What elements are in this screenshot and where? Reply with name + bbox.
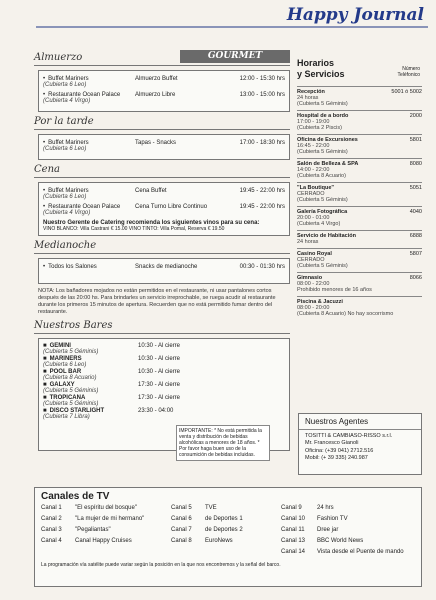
meal-type: Cena Turno Libre Continuo — [135, 204, 208, 210]
service-hours: 08:00 - 20:00 — [297, 305, 330, 311]
venue-deck: (Cubierta 6 Leo) — [43, 146, 87, 152]
channel-name: "La mujer de mi hermano" — [75, 516, 145, 522]
service-name: "La Boutique" — [297, 185, 334, 191]
bar-name: GEMINI — [49, 342, 71, 349]
service-hours: 16:45 - 22:00 — [297, 143, 330, 149]
channel-number: Canal 7 — [171, 527, 192, 533]
venue-name: Buffet Mariners — [48, 76, 89, 82]
service-phone: 8080 — [409, 161, 422, 167]
channel-name: Canal Happy Cruises — [75, 538, 132, 544]
channel-number: Canal 4 — [41, 538, 62, 544]
channel-name: BBC World News — [317, 538, 364, 544]
bar-name: MARINERS — [49, 355, 82, 362]
list-item: ■ DISCO STARLIGHT (Cubierta 7 Libra) 23:30 - 04:00 — [43, 407, 174, 420]
restaurant-note: NOTA: Los bañadores mojados no están permitidos en el restaurante, ni usar pantalones cortos después de las 20:00 hs. Para brindarles un servicio irreprochable, se ruega acudir al restaurante durante los primeros 15 minutos de apertura. Recuerden que no está permitido fumar dentro del restaurante. — [38, 288, 276, 315]
channel-number: Canal 2 — [41, 516, 62, 522]
service-phone: 2000 — [409, 113, 422, 119]
service-location: (Cubierta 8 Acuario) — [297, 173, 346, 179]
list-item: • Buffet Mariners (Cubierta 6 Leo) Tapas - Snacks 17:00 - 18:30 hrs — [43, 140, 285, 152]
meal-type: Snacks de medianoche — [135, 264, 198, 270]
almuerzo-box — [38, 70, 290, 112]
service-phone: 5051 — [409, 185, 422, 191]
meal-type: Tapas - Snacks — [135, 140, 177, 146]
venue-name: Restaurante Ocean Palace — [48, 204, 121, 210]
medianoche-box — [38, 258, 290, 284]
venue-deck: (Cubierta 4 Virgo) — [43, 210, 91, 216]
agent-company: TOSITTI & CAMBIASO-RISSO s.r.l. — [305, 433, 393, 439]
channel-number: Canal 13 — [281, 538, 306, 544]
channel-number: Canal 6 — [171, 516, 192, 522]
service-location: Prohibido menores de 16 años — [297, 287, 372, 293]
dining-column — [34, 52, 290, 455]
tv-footnote: La programación vía satélite puede variar según la posición en la que nos encontremos y la señal del barco. — [41, 562, 281, 568]
list-item: ■ GALAXY (Cubierta 5 Géminis) 17:30 - Al cierre — [43, 381, 181, 394]
top-divider — [36, 26, 428, 28]
list-item — [297, 230, 422, 248]
section-title-cena: Cena — [34, 164, 290, 178]
tv-grid — [35, 505, 421, 560]
channel-number: Canal 1 — [41, 505, 62, 511]
list-item — [171, 505, 281, 516]
service-location: (Cubierta 2 Piscis) — [297, 125, 342, 131]
service-name: Gimnasio — [297, 275, 323, 281]
list-item — [297, 296, 422, 320]
bar-hours: 17:30 - Al cierre — [138, 394, 181, 401]
venue-deck: (Cubierta 4 Virgo) — [43, 98, 91, 104]
tv-column — [281, 505, 404, 560]
service-location: (Cubierta 4 Virgo) — [297, 221, 341, 227]
service-hours: 17:00 - 19:00 — [297, 119, 330, 125]
service-hours: 08:00 - 22:00 — [297, 281, 330, 287]
service-phone: 4040 — [409, 209, 422, 215]
tv-channels-box — [34, 487, 422, 587]
bar-hours: 10:30 - Al cierre — [138, 342, 181, 349]
meal-hours: 12:00 - 15:30 hrs — [239, 76, 285, 82]
channel-name: Vista desde el Puente de mando — [317, 549, 404, 555]
venue-name: Buffet Mariners — [48, 188, 89, 194]
service-hours: 24 horas — [297, 239, 319, 245]
service-name: Casino Royal — [297, 251, 332, 257]
list-item — [171, 538, 281, 549]
services-title: Horarios — [297, 58, 335, 68]
venue-name: Todos los Salones — [48, 264, 97, 270]
bar-deck: (Cubierta 5 Géminis) — [43, 400, 99, 407]
agents-box — [298, 413, 422, 475]
list-item — [41, 505, 171, 516]
channel-number: Canal 11 — [281, 527, 305, 533]
channel-number: Canal 14 — [281, 549, 306, 555]
channel-number: Canal 5 — [171, 505, 192, 511]
channel-number: Canal 3 — [41, 527, 62, 533]
list-item: • Restaurante Ocean Palace (Cubierta 4 Virgo) Almuerzo Libre 13:00 - 15:00 hrs — [43, 92, 285, 104]
meal-hours: 17:00 - 18:30 hrs — [239, 140, 285, 146]
service-hours: 14:00 - 22:00 — [297, 167, 330, 173]
list-item: • Restaurante Ocean Palace (Cubierta 4 Virgo) Cena Turno Libre Continuo 19:45 - 22:00 hrs — [43, 204, 285, 216]
channel-name: TVE — [205, 505, 217, 511]
list-item — [281, 527, 404, 538]
list-item: ■ TROPICANA (Cubierta 5 Géminis) 17:30 - Al cierre — [43, 394, 181, 407]
service-hours: 20:00 - 01:00 — [297, 215, 330, 221]
channel-name: "Pegaliantas" — [75, 527, 111, 533]
list-item: • Buffet Mariners (Cubierta 6 Leo) Cena Buffet 19:45 - 22:00 hrs — [43, 188, 285, 200]
bar-name: TROPICANA — [49, 394, 86, 401]
list-item — [171, 527, 281, 538]
list-item — [281, 549, 404, 560]
channel-name: de Deportes 2 — [205, 527, 243, 533]
tv-title: Canales de TV — [41, 491, 110, 502]
bar-hours: 17:30 - Al cierre — [138, 381, 181, 388]
bar-name: DISCO STARLIGHT — [49, 407, 105, 414]
meal-hours: 13:00 - 15:00 hrs — [239, 92, 285, 98]
phone-header: Número Teléfonico — [397, 66, 420, 78]
bar-hours: 23:30 - 04:00 — [138, 407, 174, 414]
meal-type: Almuerzo Libre — [135, 92, 176, 98]
list-item — [297, 248, 422, 272]
list-item — [281, 516, 404, 527]
list-item: ■ MARINERS (Cubierta 6 Leo) 10:30 - Al cierre — [43, 355, 181, 368]
list-item — [297, 158, 422, 182]
section-title-tarde: Por la tarde — [34, 116, 290, 130]
bar-deck: (Cubierta 5 Géminis) — [43, 387, 99, 394]
bar-name: GALAXY — [49, 381, 75, 388]
meal-hours: 19:45 - 22:00 hrs — [239, 188, 285, 194]
list-item: ■ GEMINI (Cubierta 5 Géminis) 10:30 - Al cierre — [43, 342, 181, 355]
list-item — [41, 527, 171, 538]
service-location: (Cubierta 5 Géminis) — [297, 101, 348, 107]
list-item — [281, 538, 404, 549]
agent-name: Mr. Francesco Gianoli — [305, 440, 359, 447]
service-phone: 5001 ó 5002 — [391, 89, 422, 95]
service-name: Oficina de Excursiones — [297, 137, 358, 143]
bar-deck: (Cubierta 8 Acuario) — [43, 374, 97, 381]
list-item: • Todos los Salones Snacks de medianoche 00:30 - 01:30 hrs — [43, 264, 285, 270]
channel-name: 24 hrs — [317, 505, 334, 511]
list-item — [297, 272, 422, 296]
gourmet-banner: GOURMET — [180, 50, 290, 63]
bar-hours: 10:30 - Al cierre — [138, 368, 181, 375]
section-title-bares: Nuestros Bares — [34, 320, 290, 334]
tarde-box — [38, 134, 290, 160]
tv-column — [41, 505, 171, 560]
list-item — [297, 134, 422, 158]
brand-logo: Happy Journal — [286, 5, 424, 25]
venue-deck: (Cubierta 6 Leo) — [43, 194, 87, 200]
service-location: (Cubierta 5 Géminis) — [297, 263, 348, 269]
channel-number: Canal 9 — [281, 505, 302, 511]
channel-name: Fashion TV — [317, 516, 348, 522]
service-phone: 5801 — [409, 137, 422, 143]
service-hours: CERRADO — [297, 257, 325, 263]
section-title-medianoche: Medianoche — [34, 240, 290, 254]
venue-deck: (Cubierta 6 Leo) — [43, 82, 87, 88]
service-location: (Cubierta 5 Géminis) — [297, 197, 348, 203]
agents-title: Nuestros Agentes — [299, 414, 421, 430]
service-name: Galería Fotográfica — [297, 209, 348, 215]
list-item — [41, 538, 171, 549]
tv-column — [171, 505, 281, 560]
wine-list: VINO BLANCO: Villa Castrani € 15.00 VINO TINTO: Villa Pomal, Reserva € 19.50 — [43, 226, 225, 232]
almuerzo-label: Almuerzo — [34, 52, 83, 63]
channel-number: Canal 8 — [171, 538, 192, 544]
service-phone: 8066 — [409, 275, 422, 281]
list-item — [297, 206, 422, 230]
services-column — [297, 58, 422, 320]
meal-type: Cena Buffet — [135, 188, 167, 194]
cena-box — [38, 182, 290, 236]
service-name: Hospital de a bordo — [297, 113, 349, 119]
service-location: (Cubierta 5 Géminis) — [297, 149, 348, 155]
service-hours: CERRADO — [297, 191, 325, 197]
meal-type: Almuerzo Buffet — [135, 76, 178, 82]
wine-recommendation: Nuestro Gerente de Catering recomienda los siguientes vinos para su cena: — [43, 220, 260, 226]
list-item: • Buffet Mariners (Cubierta 6 Leo) Almuerzo Buffet 12:00 - 15:30 hrs — [43, 76, 285, 88]
bar-deck: (Cubierta 6 Leo) — [43, 361, 87, 368]
bar-name: POOL BAR — [49, 368, 82, 375]
channel-name: de Deportes 1 — [205, 516, 243, 522]
service-hours: 24 horas — [297, 95, 319, 101]
channel-name: "El espíritu del bosque" — [75, 505, 137, 511]
list-item — [297, 182, 422, 206]
service-phone: 6888 — [409, 233, 422, 239]
list-item — [281, 505, 404, 516]
bar-deck: (Cubierta 7 Libra) — [43, 413, 90, 420]
service-name: Servicio de Habitación — [297, 233, 356, 239]
meal-hours: 19:45 - 22:00 hrs — [239, 204, 285, 210]
channel-number: Canal 10 — [281, 516, 306, 522]
service-location: (Cubierta 8 Acuario) No hay socorrismo — [297, 311, 394, 317]
important-notice: IMPORTANTE: * No está permitida la venta y distribución de bebidas alcohólicas a menores de 18 años. * Por favor haga buen uso de la consumición de bebidas incluidas. — [176, 425, 270, 461]
bar-deck: (Cubierta 5 Géminis) — [43, 348, 99, 355]
service-name: Recepción — [297, 89, 325, 95]
list-item — [41, 516, 171, 527]
agent-mobile-phone: Mobil: (+ 39 335) 240.987 — [305, 455, 368, 462]
list-item — [297, 110, 422, 134]
service-name: Piscina & Jacuzzi — [297, 299, 343, 305]
list-item — [171, 516, 281, 527]
services-subtitle: y Servicios — [297, 69, 345, 79]
list-item: ■ POOL BAR (Cubierta 8 Acuario) 10:30 - Al cierre — [43, 368, 181, 381]
venue-name: Restaurante Ocean Palace — [48, 92, 121, 98]
channel-name: Dree jar — [317, 527, 339, 533]
list-item — [297, 86, 422, 110]
service-name: Salón de Belleza & SPA — [297, 161, 359, 167]
meal-hours: 00:30 - 01:30 hrs — [239, 264, 285, 270]
bar-hours: 10:30 - Al cierre — [138, 355, 181, 362]
venue-name: Buffet Mariners — [48, 140, 89, 146]
section-title-almuerzo — [34, 52, 290, 66]
agent-office-phone: Oficina: (+39 041) 2712.516 — [305, 447, 374, 454]
service-phone: 5807 — [409, 251, 422, 257]
channel-name: EuroNews — [205, 538, 233, 544]
